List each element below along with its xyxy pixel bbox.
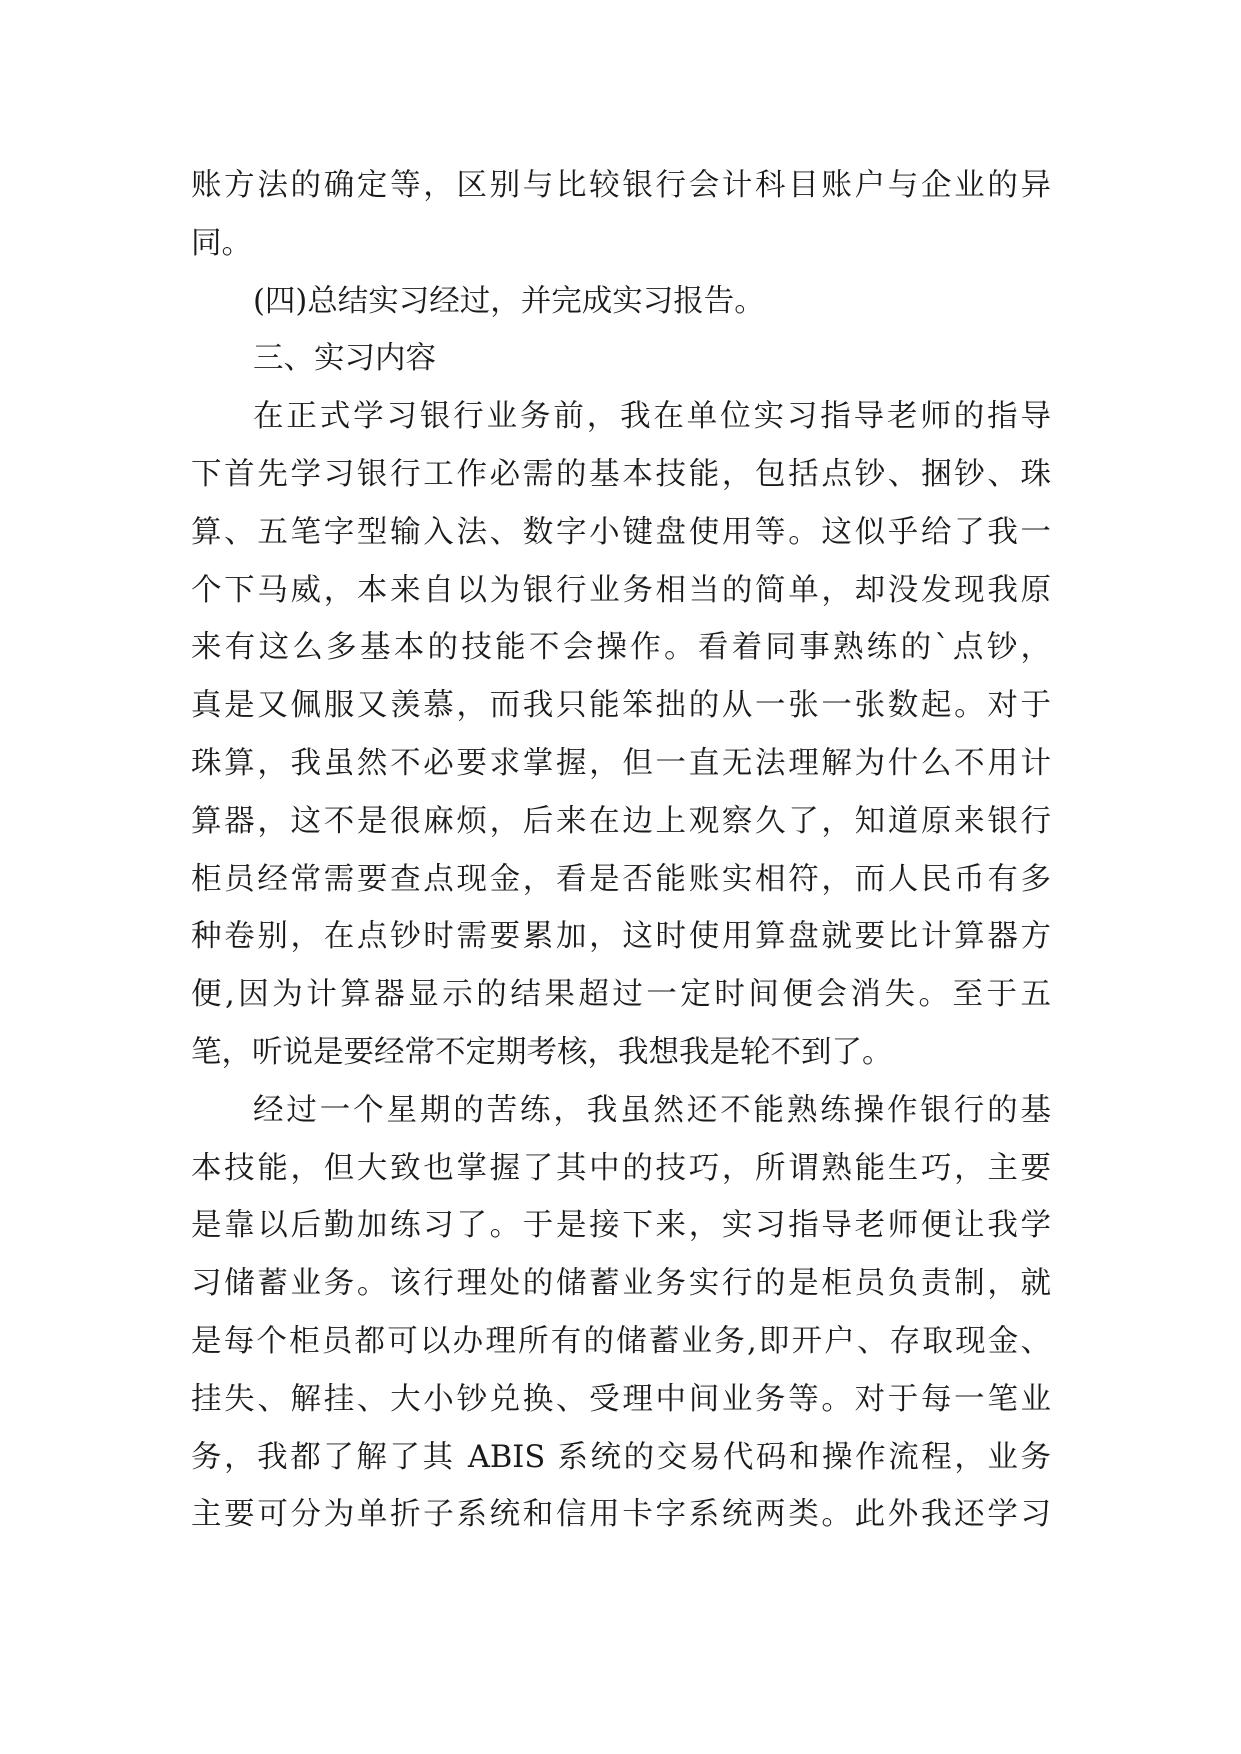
text-line: 算器，这不是很麻烦，后来在边上观察久了，知道原来银行: [191, 803, 1051, 839]
text-line: 种卷别，在点钞时需要累加，这时使用算盘就要比计算器方: [191, 919, 1051, 955]
text-line: 同。: [191, 225, 252, 261]
text-line: 本技能，但大致也掌握了其中的技巧，所谓熟能生巧，主要: [191, 1150, 1051, 1186]
text-line: 是每个柜员都可以办理所有的储蓄业务,即开户、存取现金、: [191, 1323, 1051, 1359]
text-line: (四)总结实习经过，并完成实习报告。: [253, 283, 765, 319]
text-line: 账方法的确定等，区别与比较银行会计科目账户与企业的异: [191, 168, 1051, 203]
text-line: 经过一个星期的苦练，我虽然还不能熟练操作银行的基: [253, 1092, 1051, 1128]
text-line: 便,因为计算器显示的结果超过一定时间便会消失。至于五: [191, 977, 1051, 1013]
text-line: 柜员经常需要查点现金，看是否能账实相符，而人民币有多: [191, 861, 1051, 897]
text-line: 珠算，我虽然不必要求掌握，但一直无法理解为什么不用计: [191, 745, 1051, 781]
text-line: 个下马威，本来自以为银行业务相当的简单，却没发现我原: [191, 572, 1051, 608]
text-line: 来有这么多基本的技能不会操作。看着同事熟练的`点钞，: [191, 630, 1051, 666]
text-line: 三、实习内容: [253, 341, 436, 377]
text-line: 挂失、解挂、大小钞兑换、受理中间业务等。对于每一笔业: [191, 1381, 1051, 1417]
text-line: 下首先学习银行工作必需的基本技能，包括点钞、捆钞、珠: [191, 456, 1051, 492]
text-line: 笔，听说是要经常不定期考核，我想我是轮不到了。: [191, 1034, 893, 1070]
text-line: 务，我都了解了其 ABIS 系统的交易代码和操作流程，业务: [191, 1439, 1051, 1475]
document-body: [191, 157, 1051, 1544]
text-line: 习储蓄业务。该行理处的储蓄业务实行的是柜员负责制，就: [191, 1266, 1051, 1302]
text-line: 主要可分为单折子系统和信用卡字系统两类。此外我还学习: [191, 1497, 1051, 1533]
text-line: 算、五笔字型输入法、数字小键盘使用等。这似乎给了我一: [191, 514, 1051, 550]
text-line: 在正式学习银行业务前，我在单位实习指导老师的指导: [253, 399, 1051, 435]
text-line: 真是又佩服又羡慕，而我只能笨拙的从一张一张数起。对于: [191, 688, 1051, 724]
text-line: 是靠以后勤加练习了。于是接下来，实习指导老师便让我学: [191, 1208, 1051, 1244]
